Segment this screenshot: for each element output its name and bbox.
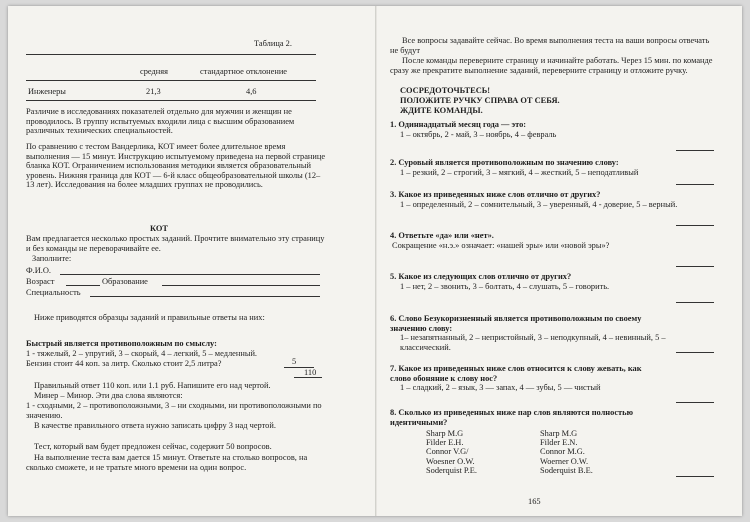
field-name-line[interactable] <box>60 274 320 275</box>
answer-line-3[interactable] <box>676 225 714 226</box>
test-contains: Тест, который вам будет предложен сейчас, содержит 50 вопросов. <box>34 442 272 451</box>
table-caption: Таблица 2. <box>254 39 292 48</box>
miner-note: В качестве правильного ответа нужно записать цифру 3 над чертой. <box>34 421 276 430</box>
answer-line-1[interactable] <box>676 150 714 151</box>
example1-title: Быстрый является противоположным по смыслу: <box>26 339 217 348</box>
kot-intro: Вам предлагается несколько простых заданий. Прочтите внимательно эту страницу и без команды не переворачивайте ее. <box>26 234 325 253</box>
miner-options: 1 - сходными, 2 – противоположными, 3 – ни сходными, ни противоположными по значению. <box>26 401 322 420</box>
left-page <box>22 6 340 516</box>
question-6: 6. Слово Безукоризненный является противоположным по своему значению слову: 1– незапятнанный, 2 – непристойный, 3 – неподкупный, 4 – невинный, 5 – классический. <box>390 314 666 352</box>
question-5: 5. Какое из следующих слов отлично от других? 1 – нет, 2 – звонить, 3 – болтать, 4 – слушать, 5 – говорить. <box>390 272 610 291</box>
samples-intro: Ниже приводятся образцы заданий и правильные ответы на них: <box>34 313 265 322</box>
intro-instructions: После команды переверните страницу и начинайте работать. Через 15 мин. по команде сразу же прекратите выполнение заданий, переверните страницу и отложите ручку. <box>390 56 713 75</box>
page-number: 165 <box>528 497 541 506</box>
field-specialty-label: Специальность <box>26 288 81 297</box>
book-fold <box>375 6 377 516</box>
paragraph-comparison: По сравнению с тестом Вандерлика, КОТ имеет более длительное время выполнения — 15 минут. Инструкцию испытуемому приведена на первой странице бланка КОТ. Ограничением использования методики является образовательный уровень. Нижняя граница для КОТ — 6-й класс общеобразовательной школы (12–13 лет). Исследования на более младших группах не проводились. <box>26 142 326 190</box>
question-3: 3. Какое из приведенных ниже слов отлично от других? 1 – определенный, 2 – сомнительный, 3 – уверенный, 4 - доверие, 5 – верный. <box>390 190 678 209</box>
example1-answer: 5 <box>292 357 297 366</box>
question-1: 1. Одиннадцатый месяц года — это: 1 – октябрь, 2 - май, 3 – ноябрь, 4 – февраль <box>390 120 557 139</box>
correct-answer-text: Правильный ответ 110 коп. или 1.1 руб. Напишите его над чертой. <box>34 381 271 390</box>
field-specialty-line[interactable] <box>90 296 320 297</box>
table-top-rule <box>26 54 316 55</box>
pairs-right-column: Sharp M.G Filder E.N. Connor M.G. Woerner O.W. Soderquist B.E. <box>540 429 593 475</box>
question-7: 7. Какое из приведенных ниже слов относится к слову жевать, как слово обоняние к слову нос? 1 – сладкий, 2 – язык, 3 — запах, 4 — зубы, 5 — чистый <box>390 364 642 393</box>
question-4: 4. Ответьте «да» или «нет». Сокращение «н.э.» означает: «нашей эры» или «новой эры»? <box>390 231 610 250</box>
table-row-sd: 4,6 <box>246 87 257 96</box>
table-mid-rule <box>26 80 316 81</box>
command-wait: ЖДИТЕ КОМАНДЫ. <box>400 106 483 115</box>
fill-label: Заполните: <box>32 254 72 263</box>
command-concentrate: СОСРЕДОТОЧЬТЕСЬ! <box>400 86 491 95</box>
book-spread <box>8 6 742 516</box>
right-page <box>390 6 722 516</box>
answer-line-5[interactable] <box>676 302 714 303</box>
answer-line-4[interactable] <box>676 266 714 267</box>
example2-answer-line <box>294 377 322 378</box>
field-education-line[interactable] <box>162 285 320 286</box>
table-row-mean: 21,3 <box>146 87 161 96</box>
command-pen: ПОЛОЖИТЕ РУЧКУ СПРАВА ОТ СЕБЯ. <box>400 96 560 105</box>
paragraph-differences: Различие в исследованиях показателей отдельно для мужчин и женщин не проводилось. В группу испытуемых входили лица с высшим образованием различных технических специальностей. <box>26 107 295 136</box>
field-name-label: Ф.И.О. <box>26 266 51 275</box>
question-2: 2. Суровый является противоположным по значению слову: 1 – резкий, 2 – строгий, 3 – мягкий, 4 – жесткий, 5 – неподатливый <box>390 158 639 177</box>
pairs-left-column: Sharp M.G Filder E.H. Connor V.G/ Woesner O.W. Soderquist P.E. <box>426 429 477 475</box>
table-bottom-rule <box>26 100 316 101</box>
table-header-mean: средняя <box>140 67 168 76</box>
field-age-label: Возраст <box>26 277 55 286</box>
example2-answer: 110 <box>304 368 317 377</box>
miner-question: Минер – Минор. Эти два слова являются: <box>34 391 183 400</box>
intro-questions: Все вопросы задавайте сейчас. Во время выполнения теста на ваши вопросы отвечать не будут <box>390 36 710 55</box>
answer-line-2[interactable] <box>676 184 714 185</box>
table-header-sd: стандартное отклонение <box>200 67 288 76</box>
answer-line-7[interactable] <box>676 402 714 403</box>
example2-question: Бензин стоит 44 коп. за литр. Сколько стоит 2,5 литра? <box>26 359 222 368</box>
question-8: 8. Сколько из приведенных ниже пар слов являются полностью идентичными? <box>390 408 633 427</box>
field-education-label: Образование <box>102 277 148 286</box>
answer-line-8[interactable] <box>676 476 714 477</box>
kot-title: КОТ <box>150 224 168 233</box>
answer-line-6[interactable] <box>676 352 714 353</box>
example1-options: 1 - тяжелый, 2 – упругий, 3 – скорый, 4 – легкий, 5 – медленный. <box>26 349 258 358</box>
field-age-line[interactable] <box>66 285 100 286</box>
table-row-label: Инженеры <box>28 87 66 96</box>
test-time: На выполнение теста вам дается 15 минут. Ответьте на столько вопросов, на сколько сможете, и не тратьте много времени на один вопрос. <box>26 453 308 472</box>
